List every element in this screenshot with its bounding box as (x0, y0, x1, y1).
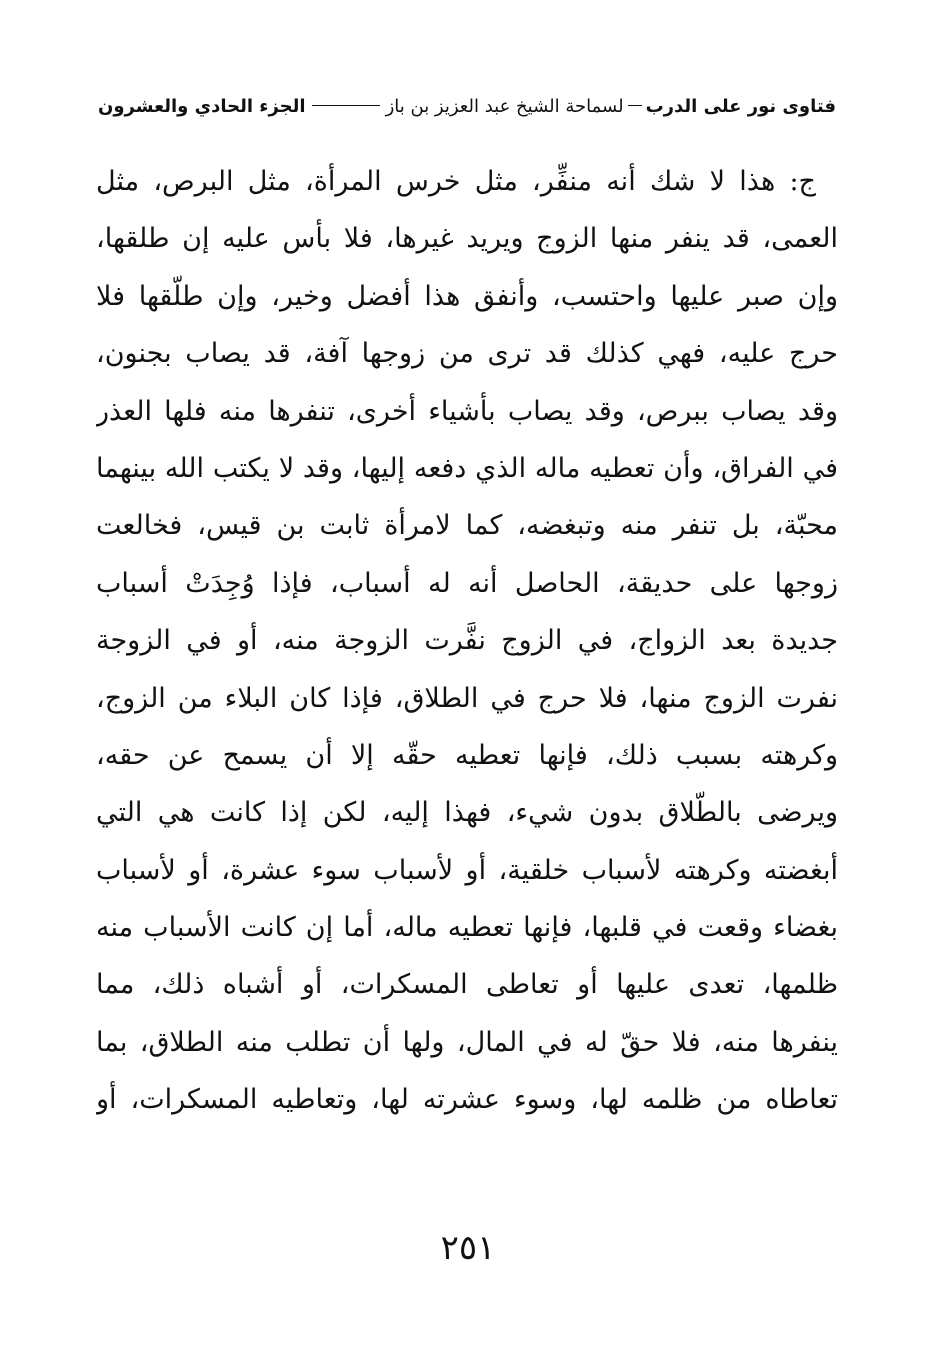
text-line: محبّة، بل تنفر منه وتبغضه، كما لامرأة ثابت بن قيس، فخالعت (96, 510, 838, 542)
header-rule (312, 105, 380, 106)
text-line: ج: هذا لا شك أنه منفِّر، مثل خرس المرأة، مثل البرص، مثل (96, 166, 816, 197)
text-line: وكرهته بسبب ذلك، فإنها تعطيه حقّه إلا أن يسمح عن حقه، (96, 739, 838, 771)
text-line: وإن صبر عليها واحتسب، وأنفق هذا أفضل وخير، وإن طلّقها فلا (96, 280, 838, 312)
header-part: الجزء الحادي والعشرون (98, 96, 306, 117)
text-line: ظلمها، تعدى عليها أو تعاطى المسكرات، أو أشباه ذلك، مما (96, 969, 838, 1001)
text-line: حرج عليه، فهي كذلك قد ترى من زوجها آفة، قد يصاب بجنون، (96, 338, 838, 370)
text-line: ينفرها منه، فلا حقّ له في المال، ولها أن تطلب منه الطلاق، بما (96, 1026, 838, 1058)
text-line: زوجها على حديقة، الحاصل أنه له أسباب، فإذا وُجِدَتْ أسباب (96, 567, 838, 599)
header-author: لسماحة الشيخ عبد العزيز بن باز (385, 96, 624, 117)
page-number: ٢٥١ (440, 1228, 496, 1268)
header-separator (628, 105, 642, 106)
body-text (96, 153, 838, 1129)
text-line: نفرت الزوج منها، فلا حرج في الطلاق، فإذا كان البلاء من الزوج، (96, 682, 838, 714)
text-line: جديدة بعد الزواج، في الزوج نفَّرت الزوجة منه، أو في الزوجة (96, 625, 838, 657)
text-line: تعاطاه من ظلمه لها، وسوء عشرته لها، وتعاطيه المسكرات، أو (96, 1084, 838, 1116)
header-book-title: فتاوى نور على الدرب (645, 96, 836, 117)
text-line: ويرضى بالطّلاق بدون شيء، فهذا إليه، لكن إذا كانت هي التي (96, 797, 838, 829)
running-header (98, 96, 836, 117)
text-line: في الفراق، وأن تعطيه ماله الذي دفعه إليها، وقد لا يكتب الله بينهما (96, 452, 838, 484)
text-line: أبغضته وكرهته لأسباب خلقية، أو لأسباب سوء عشرة، أو لأسباب (96, 854, 838, 886)
text-line: العمى، قد ينفر منها الزوج ويريد غيرها، فلا بأس عليه إن طلقها، (96, 223, 838, 255)
text-line: بغضاء وقعت في قلبها، فإنها تعطيه ماله، أما إن كانت الأسباب منه (96, 912, 838, 944)
text-line: وقد يصاب ببرص، وقد يصاب بأشياء أخرى، تنفرها منه فلها العذر (96, 395, 838, 427)
